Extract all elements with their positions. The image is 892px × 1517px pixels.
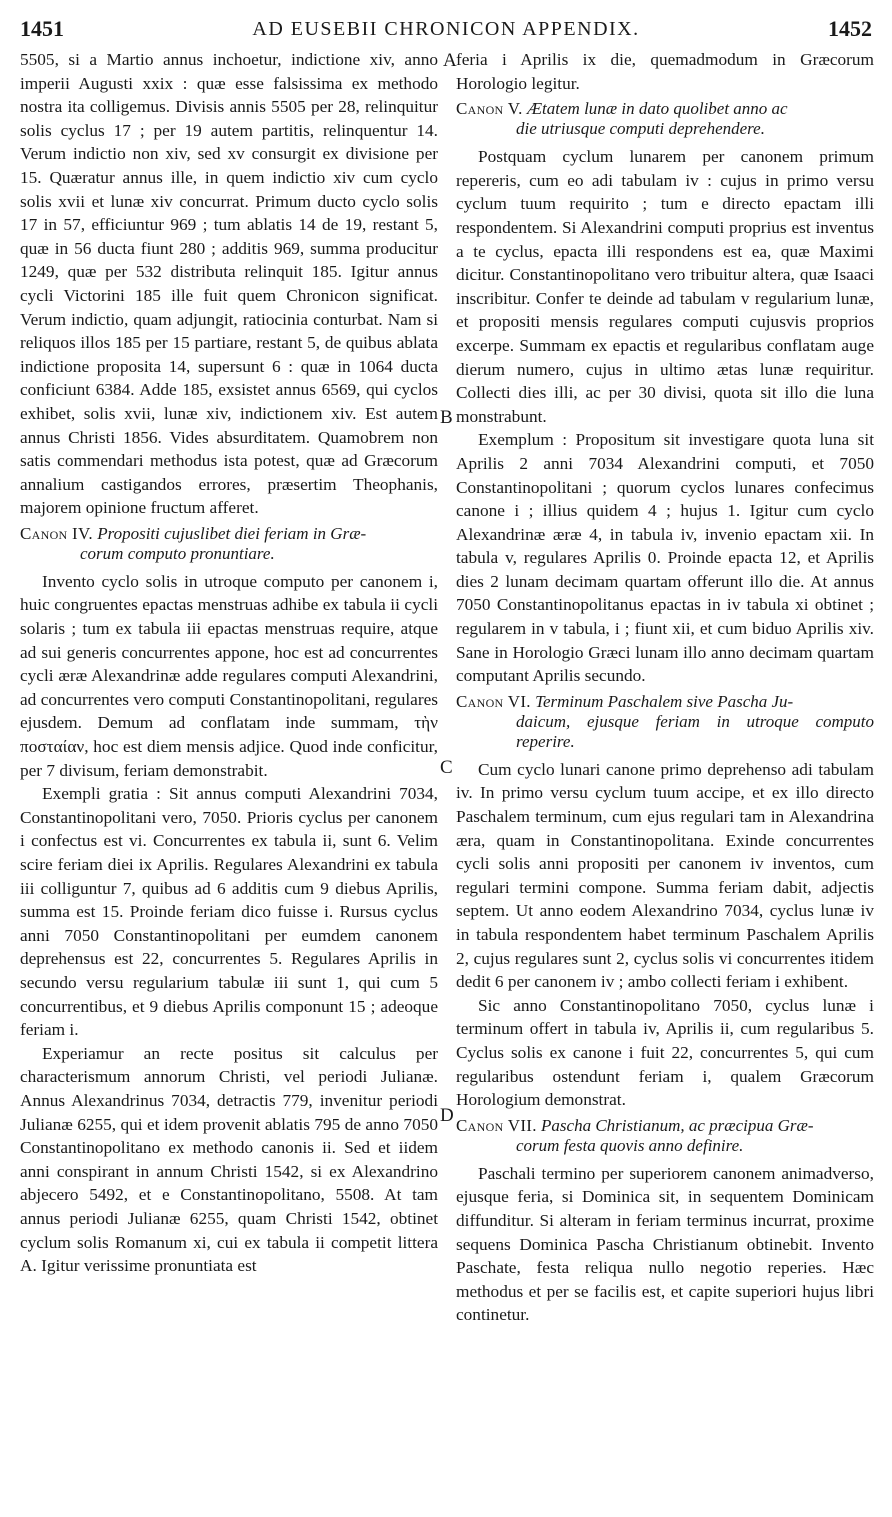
canon-vii-title: Pascha Christianum, ac præcipua Græ- (541, 1115, 814, 1135)
canon-vi-title: Terminum Paschalem sive Pascha Ju- (535, 691, 794, 711)
canon-iv-title-cont: corum computo pronuntiare. (80, 543, 275, 563)
canon-vi-title-cont: daicum, ejusque feriam in utroque computo reperire. (516, 711, 874, 751)
page-number-right: 1452 (828, 16, 872, 41)
margin-marker-d: D (440, 1105, 454, 1126)
canon-vii-heading (456, 1116, 874, 1156)
margin-marker-c: C (440, 757, 453, 778)
left-paragraph-3: Exempli gratia : Sit annus computi Alexandrini 7034, Constantinopolitani vero, 7050. Prioris cyclus per canonem i confectus est vi. Concurrentes ex tabula ii, sunt 6. Velim scire feriam diei ix Aprilis. Regulares Alexandrini ex tabula iii colliguntur 7, quibus ad 6 additis cum 9 diebus Aprilis, summa est 15. Proinde feriam dico fuisse i. Rursus cyclus anni 7050 Constantinopolitani per eumdem canonem deprehensus est 22, concurrentes 5. Regulares Aprilis in secundo versu regularium tabulæ iii sunt 1, qui cum 5 concurrentibus, et 9 diebus Aprilis componunt 15 ; adeoque feriam i. (20, 784, 438, 1040)
canon-v-title: Ætatem lunæ in dato quolibet anno ac (526, 99, 788, 119)
left-paragraph-4: Experiamur an recte positus sit calculus per characterismum annorum Christi, vel periodi Julianæ. Annus Alexandrinus 7034, detractis 779, invenitur periodi Julianæ 6255, qui et idem provenit ablatis 795 de anno 7050 Constantinopolitano ex methodo canonis ii. Sed et iidem anni conspirant in annum Christi 1542, si ex Alexandrino abjecero 5492, et e Constantinopolitano, 5508. At tam annus periodi Julianæ 6255, quam Christi 1542, obtinet cyclum solis Romanum xi, cui ex tabula ii competit littera A. Igitur verissime pronuntiata est (20, 1043, 438, 1276)
right-paragraph-4: Cum cyclo lunari canone primo deprehenso adi tabulam iv. In primo versu cyclum tuum accipe, et ex illo directo Paschalem terminum, cum ejus regulari tam in Alexandrina æra, quam in Constantinopolitana. Exinde concurrentes cycli solis anni propositi per canonem iv inventos, cum regulari termini compone. Summa feriam dabit, adjectis septem. Ut anno eodem Alexandrino 7034, cyclus lunæ iv in tabula respondentem habet terminum Paschalem Aprilis 2, cujus regulares sunt 2, cyclus solis vi concurrentes itidem dedit 6 per canonem iv ; ambo collecti feriam i exhibent. (456, 759, 874, 992)
right-column (456, 48, 874, 1327)
right-paragraph-1: feria i Aprilis ix die, quemadmodum in Græcorum Horologio legitur. (456, 50, 874, 93)
running-title: AD EUSEBII CHRONICON APPENDIX. (252, 18, 640, 40)
right-paragraph-6: Paschali termino per superiorem canonem animadverso, ejusque feria, si Dominica sit, in sequentem Dominicam diffunditur. Si alteram in feriam terminus incurrat, proxime sequens Dominica Pascha Christianum obtinebit. Invento Paschate, festa reliqua nullo negotio reperies. Hæc methodus et per se facilis est, et capite superiori hujus libri continetur. (456, 1163, 874, 1325)
right-paragraph-2: Postquam cyclum lunarem per canonem primum repereris, cum eo adi tabulam iv : cujus in primo versu cyclum tuum requirito ; tum e directo epactam illi respondentem. Si Alexandrini computi proprius est inventus a te cyclus, epacta illi respondens est ea, quæ Maximi dicitur. Constantinopolitano vero tribuitur altera, quæ Isaaci inscribitur. Confer te deinde ad tabulam v regularium lunæ, et propositi mensis regulares computi cujusvis proprios excerpe. Summam ex epactis et regularibus conflatam auge dierum numero, cujus in ultimo ætas lunæ requiritur. Collecti dies illi, ac per 30 divisi, quota sit illo die luna monstrabunt. (456, 147, 874, 426)
canon-vii-label: Canon VII. (456, 1115, 537, 1135)
canon-iv-label: Canon IV. (20, 523, 93, 543)
right-paragraph-5: Sic anno Constantinopolitano 7050, cyclus lunæ i terminum offert in tabula iv, Aprilis ii, cum regularibus 5. Cyclus solis ex canone i fuit 22, concurrentes 5, qui cum regularibus ostendunt feriam i, qualem Græcorum Horologium demonstrat. (456, 995, 874, 1110)
page-number-left: 1451 (20, 16, 64, 41)
right-paragraph-3: Exemplum : Propositum sit investigare quota luna sit Aprilis 2 anni 7034 Alexandrini computi, et 7050 Constantinopolitani ; quorum cyclos lunares confecimus canone i ; illius quidem 4 ; hujus 1. Igitur cum cyclo Alexandrinæ æræ 4, in tabula iv, invenio epactam xii. In tabula v, regulares Aprilis 0. Proinde epacta 12, et Aprilis dies 2 lunam decimam quartam offerunt illo die. At annus 7050 Constantinopolitanus epactas in iv tabula xi obtinet ; regularem in v tabula, i ; fiunt xii, et cum biduo Aprilis xiv. Sane in Horologio Græci lunam illo anno decimam quartam computant Aprilis secundo. (456, 430, 874, 686)
canon-vi-label: Canon VI. (456, 691, 531, 711)
page-header (0, 16, 892, 42)
canon-iv-title: Propositi cujuslibet diei feriam in Græ- (97, 523, 367, 543)
left-paragraph-1: 5505, si a Martio annus inchoetur, indictione xiv, anno imperii Augusti xxix : quæ esse falsissima ex methodo nostra ita colligemus. Divisis annis 5505 per 28, relinquitur solis cyclus 17 ; per 19 autem partitis, relinquentur 14. Verum indictio non xiv, sed xv consurgit ex divisione per 15. Quæratur annus ille, in quem indictio xiv cum cyclo solis xvii et lunæ xiv concurrat. Primum ducto cyclo solis 17 in 57, efficiuntur 969 ; tum ablatis 14 de 19, restant 5, quæ in 56 ducta fiunt 280 ; additis 969, summa producitur 1249, quæ per 532 distributa relinquit 185. Igitur annus cycli Victorini 185 ille fuit quem Chronicon significat. Verum indictio, quam adjungit, ratiocinia conturbat. Nam si reliquos illos 185 per 15 partiare, restant 5, de quibus ablata indictione proposita 14, supersunt 6 : quæ in 1064 ducta conficiunt 6384. Adde 185, exsistet annus 6569, qui cyclos exhibet, solis xvii, lunæ xiv, indictionem xiv. Est autem annus Christi 1856. Vides absurditatem. Quamobrem non satis commendari methodus ista potest, quæ ad Græcorum annalium castigandos errores, præsertim Theophanis, majorem opinione fructum afferet. (20, 50, 438, 518)
left-column (20, 48, 438, 1278)
canon-v-title-cont: die utriusque computi deprehendere. (516, 119, 765, 139)
canon-vi-heading (456, 692, 874, 752)
canon-v-heading (456, 99, 874, 139)
margin-marker-a: A (443, 50, 457, 71)
margin-marker-b: B (440, 407, 453, 428)
canon-iv-heading (20, 524, 438, 564)
canon-vii-title-cont: corum festa quovis anno definire. (516, 1135, 744, 1155)
canon-v-label: Canon V. (456, 99, 523, 119)
left-paragraph-2: Invento cyclo solis in utroque computo per canonem i, huic congruentes epactas menstruas adhibe ex tabula ii cycli solaris ; tum ex tabula iii epactas menstruas require, atque ad sui generis concurrentes appone, hoc est ad concurrentes cycli æræ Alexandrinæ adde regulares computi Alexandrini, ad concurrentes vero computi Constantinopolitani, regulares ejusdem. Demum ad conflatam inde summam, τὴν ποσταίαν, hoc est diem mensis adjice. Quod inde conficitur, per 7 divisum, feriam demonstrabit. (20, 571, 438, 780)
